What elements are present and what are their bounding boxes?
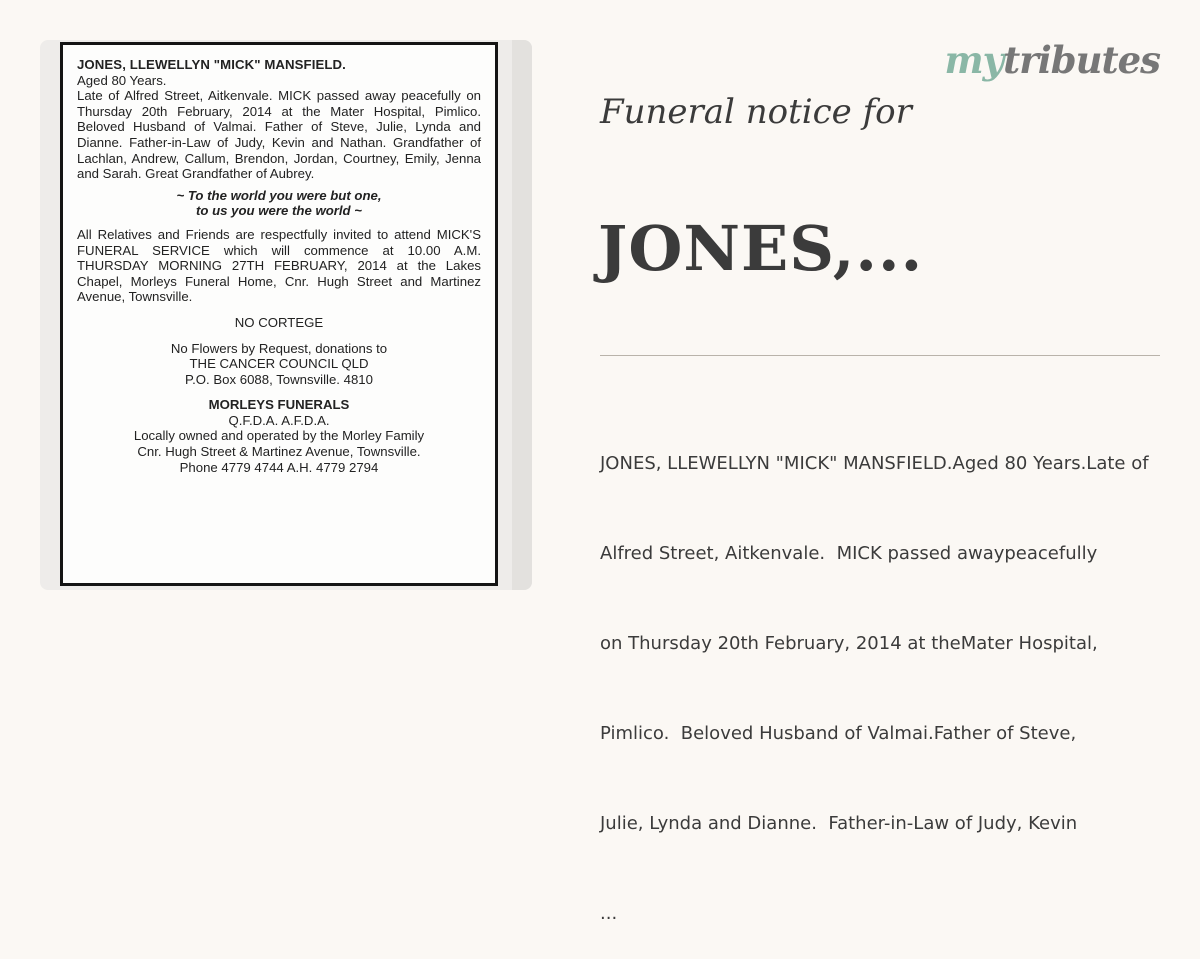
director-phone: Phone 4779 4744 A.H. 4779 2794 bbox=[179, 459, 379, 475]
card-edge bbox=[512, 40, 532, 590]
notice-age: Aged 80 Years. bbox=[77, 72, 167, 88]
notice-director bbox=[77, 397, 481, 475]
summary-line: ... bbox=[600, 903, 618, 924]
notice-verse-line: to us you were the world ~ bbox=[196, 203, 362, 219]
summary-line: Alfred Street, Aitkenvale. MICK passed awaypeacefully bbox=[600, 543, 1098, 564]
notice-summary bbox=[600, 389, 1175, 959]
director-line: Locally owned and operated by the Morley Family bbox=[133, 428, 425, 444]
mytributes-logo[interactable] bbox=[944, 38, 1160, 82]
summary-line: on Thursday 20th February, 2014 at theMater Hospital, bbox=[600, 633, 1098, 654]
notice-verse-line: ~ To the world you were but one, bbox=[176, 187, 382, 203]
notice-service: All Relatives and Friends are respectfully invited to attend MICK'S FUNERAL SERVICE which will commence at 10.00 A.M. THURSDAY MORNING 27TH FEBRUARY, 2014 at the Lakes Chapel, Morleys Funeral Home, Cnr. Hugh Street and Martinez Avenue, Townsville. bbox=[77, 226, 481, 305]
notice-flowers-line: No Flowers by Request, donations to bbox=[170, 340, 388, 356]
director-quals: Q.F.D.A. A.F.D.A. bbox=[228, 412, 330, 428]
notice-flowers-line: THE CANCER COUNCIL QLD bbox=[189, 356, 369, 372]
page-heading: Funeral notice for bbox=[600, 92, 912, 132]
notice-title: JONES, LLEWELLYN "MICK" MANSFIELD. bbox=[77, 57, 346, 72]
notice-body: Late of Alfred Street, Aitkenvale. MICK passed away peacefully on Thursday 20th February, 2014 at the Mater Hospital, Pimlico. Beloved Husband of Valmai. Father of Steve, Julie, Lynda and Dianne. Father-in-Law of Judy, Kevin and Nathan. Grandfather of Lachlan, Andrew, Callum, Brendon, Jordan, Courtney, Emily, Jenna and Sarah. Great Grandfather of Aubrey. bbox=[77, 88, 481, 182]
deceased-name: JONES,... bbox=[598, 212, 924, 285]
summary-line: Julie, Lynda and Dianne. Father-in-Law of Judy, Kevin bbox=[600, 813, 1078, 834]
logo-tributes: tributes bbox=[1003, 38, 1160, 82]
notice-image-card bbox=[40, 40, 532, 590]
notice-flowers bbox=[77, 341, 481, 388]
notice-cortege: NO CORTEGE bbox=[234, 314, 324, 330]
logo-my: my bbox=[944, 38, 1004, 82]
notice-flowers-line: P.O. Box 6088, Townsville. 4810 bbox=[185, 371, 373, 387]
newspaper-notice bbox=[60, 42, 498, 586]
director-line: Cnr. Hugh Street & Martinez Avenue, Townsville. bbox=[137, 444, 421, 460]
director-name: MORLEYS FUNERALS bbox=[208, 397, 350, 413]
summary-line: Pimlico. Beloved Husband of Valmai.Father of Steve, bbox=[600, 723, 1077, 744]
notice-verse bbox=[77, 188, 481, 219]
divider bbox=[600, 355, 1160, 356]
summary-line: JONES, LLEWELLYN "MICK" MANSFIELD.Aged 80 Years.Late of bbox=[600, 453, 1149, 474]
